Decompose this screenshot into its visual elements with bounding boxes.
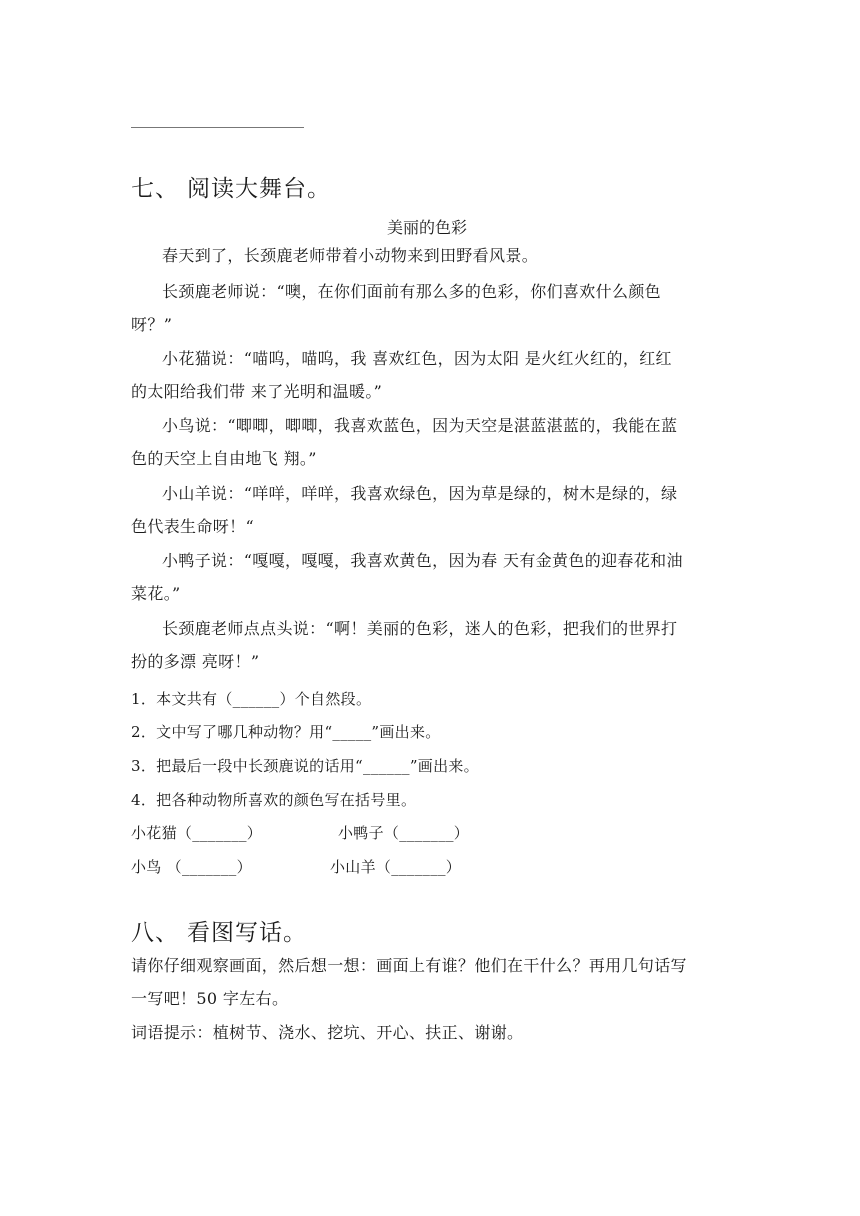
answer-blank-duck: 小鸭子（_______） <box>338 824 470 842</box>
passage-title: 美丽的色彩 <box>387 218 468 237</box>
paragraph-4-line-2: 色的天空上自由地飞 翔。” <box>131 449 317 468</box>
question-2: 2．文中写了哪几种动物？用“_____”画出来。 <box>131 723 441 741</box>
paragraph-7-line-2: 扮的多漂 亮呀！” <box>131 652 260 671</box>
word-hint: 词语提示：植树节、浇水、挖坑、开心、扶正、谢谢。 <box>131 1023 524 1042</box>
paragraph-7-line-1: 长颈鹿老师点点头说：“啊！美丽的色彩，迷人的色彩，把我们的世界打 <box>162 619 678 638</box>
answer-blank-goat: 小山羊（_______） <box>330 858 462 876</box>
section-8-title: 看图写话。 <box>187 920 307 946</box>
paragraph-1-line-1: 春天到了，长颈鹿老师带着小动物来到田野看风景。 <box>162 246 539 265</box>
question-3: 3．把最后一段中长颈鹿说的话用“______”画出来。 <box>131 757 479 775</box>
question-4: 4．把各种动物所喜欢的颜色写在括号里。 <box>131 791 417 809</box>
section-7-title: 阅读大舞台。 <box>187 176 331 202</box>
section-7-number: 七、 <box>131 176 179 202</box>
section-8-number: 八、 <box>131 920 179 946</box>
paragraph-2-line-1: 长颈鹿老师说：“噢，在你们面前有那么多的色彩，你们喜欢什么颜色 <box>162 282 662 301</box>
paragraph-6-line-2: 菜花。” <box>131 584 181 603</box>
answer-blank-bird: 小鸟 （_______） <box>131 858 252 876</box>
instruction-line-1: 请你仔细观察画面，然后想一想：画面上有谁？他们在干什么？再用几句话写 <box>131 956 687 975</box>
instruction-line-2: 一写吧！50 字左右。 <box>131 989 289 1008</box>
paragraph-6-line-1: 小鸭子说：“嘎嘎，嘎嘎，我喜欢黄色，因为春 天有金黄色的迎春花和油 <box>162 551 683 570</box>
paragraph-2-line-2: 呀？” <box>131 315 173 334</box>
paragraph-5-line-2: 色代表生命呀！“ <box>131 517 254 536</box>
answer-blank-cat: 小花猫（_______） <box>131 824 263 842</box>
paragraph-3-line-2: 的太阳给我们带 来了光明和温暖。” <box>131 382 383 401</box>
paragraph-3-line-1: 小花猫说：“喵呜，喵呜，我 喜欢红色，因为太阳 是火红火红的，红红 <box>162 349 672 368</box>
question-1: 1．本文共有（______）个自然段。 <box>131 690 372 708</box>
top-rule <box>131 127 304 128</box>
paragraph-5-line-1: 小山羊说：“咩咩，咩咩，我喜欢绿色，因为草是绿的，树木是绿的，绿 <box>162 484 678 503</box>
paragraph-4-line-1: 小鸟说：“唧唧，唧唧，我喜欢蓝色，因为天空是湛蓝湛蓝的，我能在蓝 <box>162 416 678 435</box>
